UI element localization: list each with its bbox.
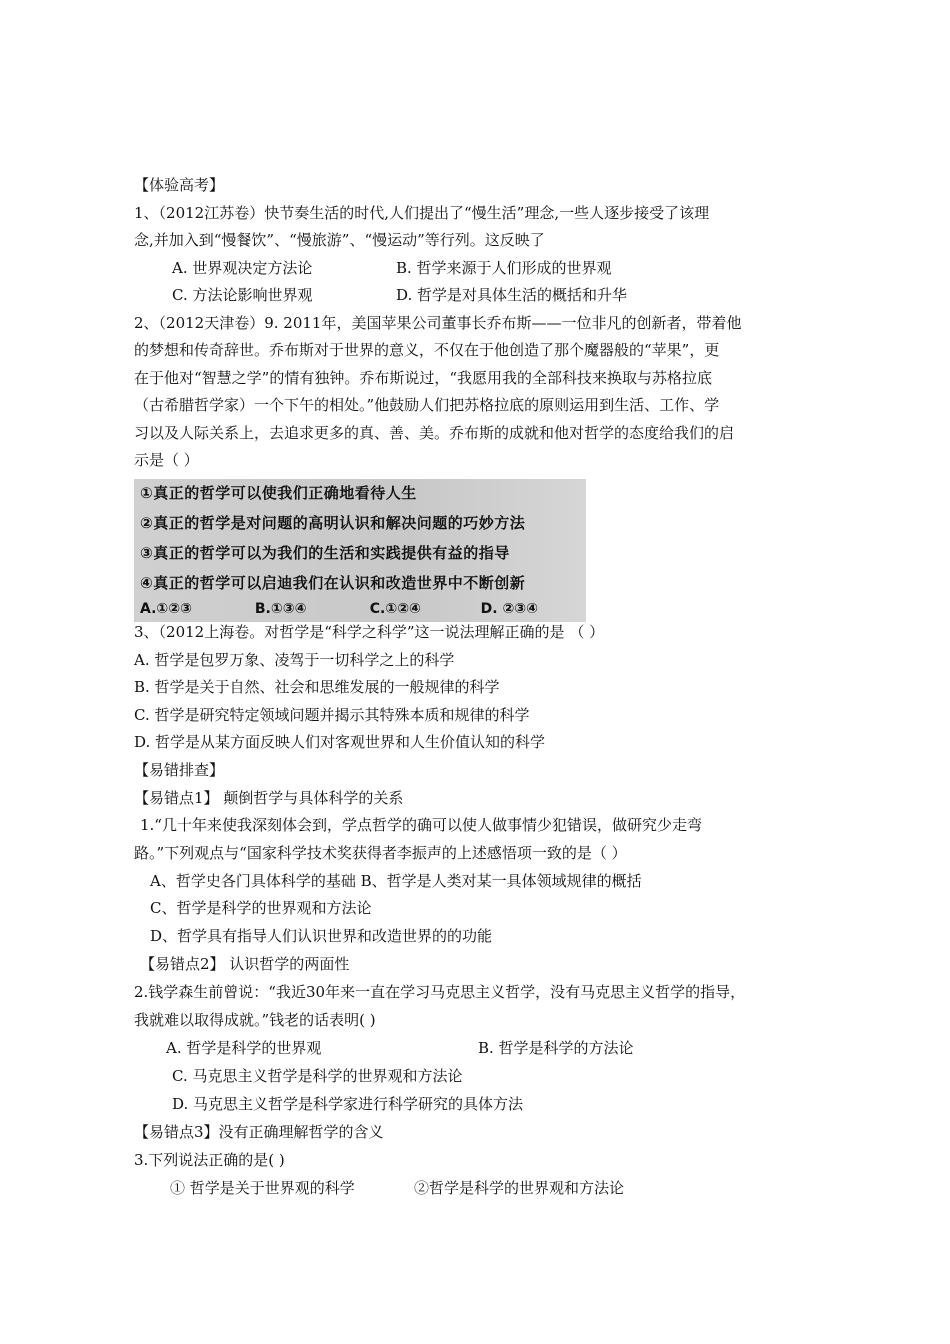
q3-stem: 3、（2012上海卷。对哲学是“科学之科学”这一说法理解正确的是 （ ）: [134, 623, 605, 641]
q2-image-option-b: B.①③④: [254, 601, 307, 617]
q1-option-d: D. 哲学是对具体生活的概括和升华: [396, 286, 628, 304]
q2-image-options: [140, 601, 538, 617]
q2-stem-line2: 的梦想和传奇辞世。乔布斯对于世界的意义，不仅在于他创造了那个魔器般的“苹果”，更: [134, 341, 720, 359]
ep2-option-a: A. 哲学是科学的世界观: [166, 1039, 322, 1057]
q3-option-c: C. 哲学是研究特定领域问题并揭示其特殊本质和规律的科学: [134, 706, 530, 724]
q2-stem-line1: 2、（2012天津卷）9. 2011年，美国苹果公司董事长乔布斯——一位非凡的创新者，带着他: [134, 314, 742, 332]
section-heading-error-check: 【易错排查】: [134, 761, 225, 779]
ep2-stem-line2: 我就难以取得成就。”钱老的话表明( ): [134, 1011, 376, 1029]
q3-option-a: A. 哲学是包罗万象、凌驾于一切科学之上的科学: [134, 651, 455, 669]
q1-option-c: C. 方法论影响世界观: [172, 286, 313, 304]
error-point-1-title: 【易错点1】 颠倒哲学与具体科学的关系: [134, 789, 404, 807]
ep1-stem-line2: 路。”下列观点与“国家科学技术奖获得者李振声的上述感悟项一致的是（ ）: [134, 844, 627, 862]
q2-stem-line4: （古希腊哲学家）一个下午的相处。”他鼓励人们把苏格拉底的原则运用到生活、工作、学: [134, 396, 720, 414]
q3-option-b: B. 哲学是关于自然、社会和思维发展的一般规律的科学: [134, 678, 500, 696]
ep1-stem-line1: 1.“几十年来使我深刻体会到，学点哲学的确可以使人做事情少犯错误，做研究少走弯: [140, 816, 702, 834]
q1-option-a: A. 世界观决定方法论: [172, 259, 313, 277]
ep2-option-c: C. 马克思主义哲学是科学的世界观和方法论: [172, 1067, 463, 1085]
q1-option-b: B. 哲学来源于人们形成的世界观: [396, 259, 612, 277]
q2-options-image: [134, 479, 586, 622]
q2-image-item-4: ④真正的哲学可以启迪我们在认识和改造世界中不断创新: [140, 574, 526, 592]
ep2-stem-line1: 2.钱学森生前曾说：“我近30年来一直在学习马克思主义哲学，没有马克思主义哲学的指导，: [134, 983, 746, 1001]
q2-stem-line3: 在于他对“智慧之学”的情有独钟。乔布斯说过，“我愿用我的全部科技来换取与苏格拉底: [134, 369, 713, 387]
q2-image-item-2: ②真正的哲学是对问题的高明认识和解决问题的巧妙方法: [140, 514, 526, 532]
ep3-option-2: ②哲学是科学的世界观和方法论: [414, 1179, 625, 1197]
q2-stem-line6: 示是（ ）: [134, 451, 199, 469]
error-point-2-title: 【易错点2】 认识哲学的两面性: [140, 955, 350, 973]
q2-image-option-a: A.①②③: [140, 601, 192, 617]
q1-stem-line2: 念,并加入到“慢餐饮”、“慢旅游”、“慢运动”等行列。这反映了: [134, 231, 545, 249]
ep1-option-d: D、哲学具有指导人们认识世界和改造世界的的功能: [150, 927, 493, 945]
q3-option-d: D. 哲学是从某方面反映人们对客观世界和人生价值认知的科学: [134, 733, 546, 751]
q1-stem-line1: 1、（2012江苏卷）快节奏生活的时代,人们提出了“慢生活”理念,一些人逐步接受了该理: [134, 204, 710, 222]
q2-image-item-1: ①真正的哲学可以使我们正确地看待人生: [140, 484, 417, 502]
ep1-option-c: C、哲学是科学的世界观和方法论: [150, 899, 372, 917]
error-point-3-title: 【易错点3】没有正确理解哲学的含义: [134, 1123, 384, 1141]
ep3-option-1: ① 哲学是关于世界观的科学: [170, 1179, 355, 1197]
ep2-option-d: D. 马克思主义哲学是科学家进行科学研究的具体方法: [172, 1095, 524, 1113]
q2-image-option-d: D. ②③④: [480, 601, 538, 617]
ep3-stem: 3.下列说法正确的是( ): [134, 1151, 285, 1169]
ep2-option-b: B. 哲学是科学的方法论: [478, 1039, 634, 1057]
q2-stem-line5: 习以及人际关系上，去追求更多的真、善、美。乔布斯的成就和他对哲学的态度给我们的启: [134, 424, 735, 442]
section-heading-experience: 【体验高考】: [134, 176, 225, 194]
q2-image-option-c: C.①②④: [369, 601, 421, 617]
ep1-option-ab: A、哲学史各门具体科学的基础 B、哲学是人类对某一具体领域规律的概括: [150, 872, 642, 890]
q2-image-item-3: ③真正的哲学可以为我们的生活和实践提供有益的指导: [140, 544, 510, 562]
